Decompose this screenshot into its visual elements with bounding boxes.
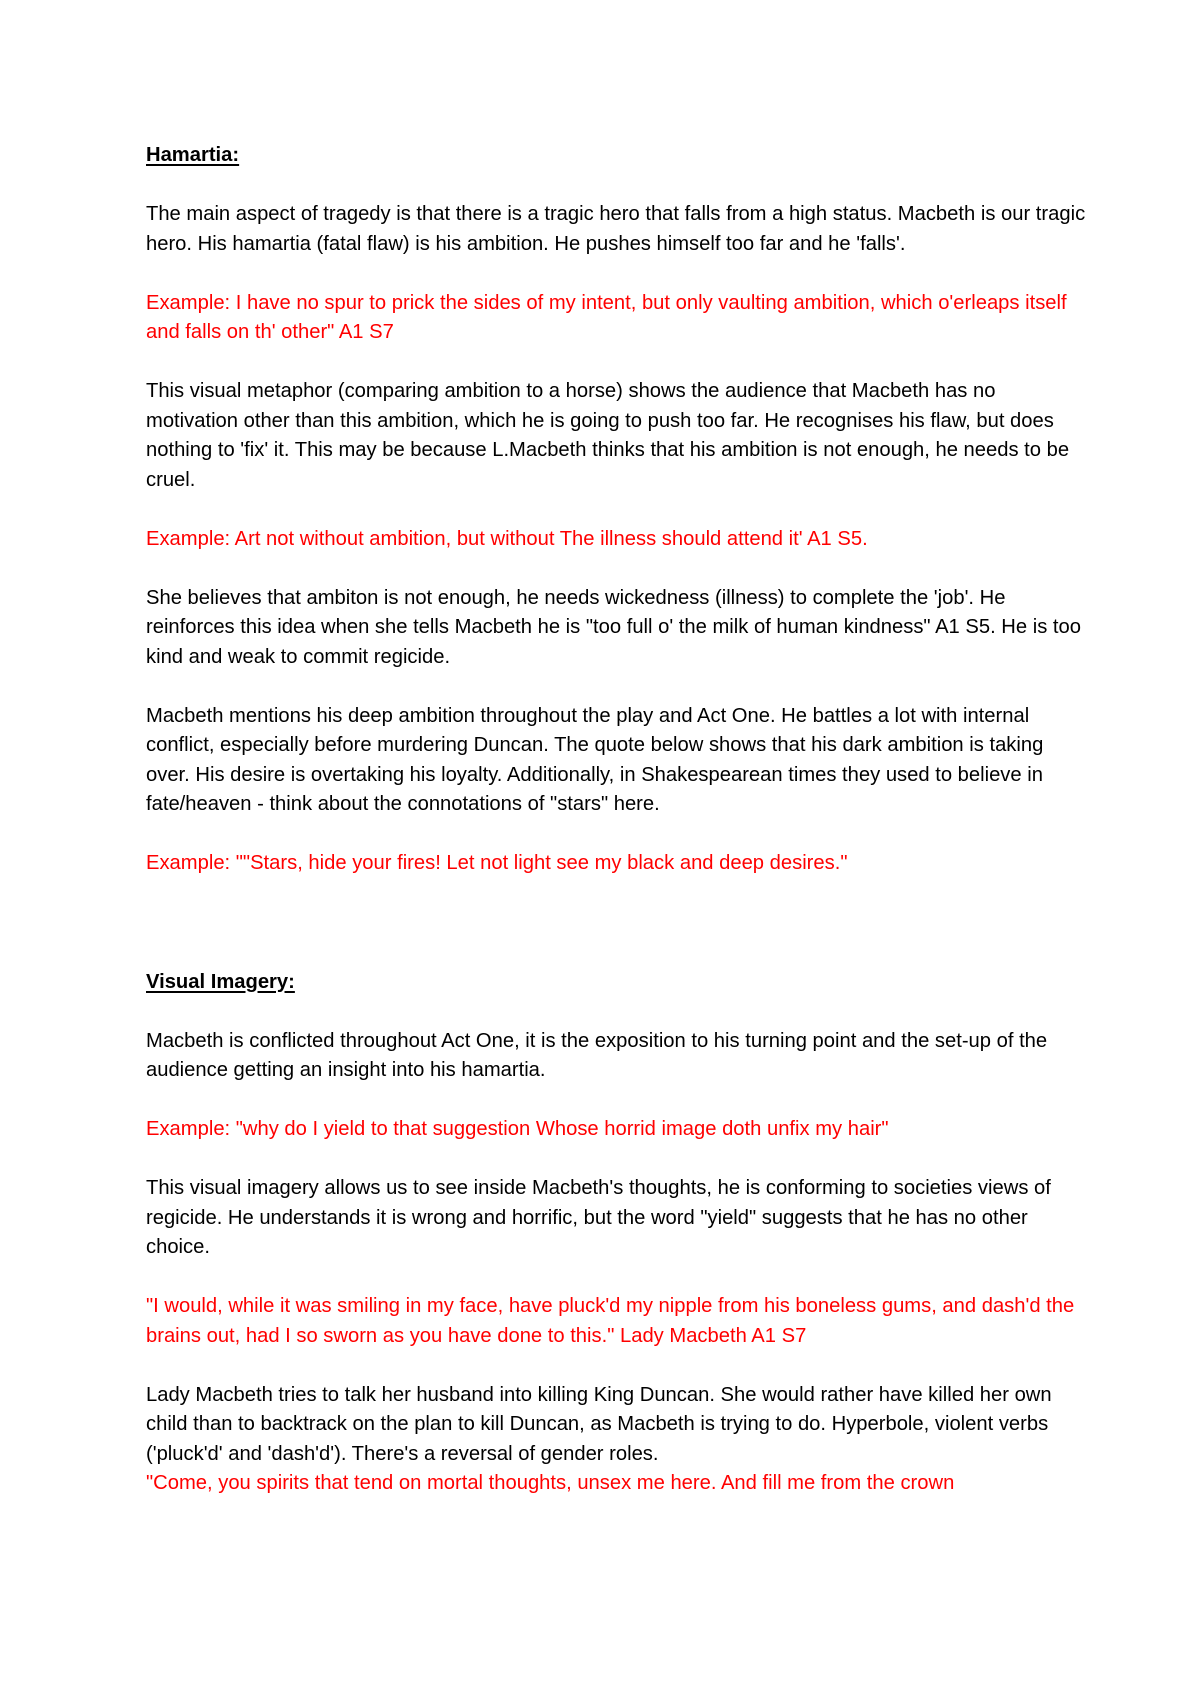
spacer [146, 1086, 1086, 1116]
spacer [146, 348, 1086, 378]
spacer [146, 672, 1086, 702]
spacer [146, 879, 1086, 968]
spacer [146, 820, 1086, 850]
spacer [146, 997, 1086, 1027]
spacer [146, 171, 1086, 201]
section-heading-visual-imagery: Visual Imagery: [146, 970, 295, 993]
spacer [146, 554, 1086, 584]
spacer [146, 1351, 1086, 1381]
spacer [146, 495, 1086, 525]
paragraph-lady-macbeth: Lady Macbeth tries to talk her husband into killing King Duncan. She would rather have killed her own child than to backtrack on the plan to kill Duncan, as Macbeth is trying to do. Hyperbole, violent verbs ('pluck'd' and 'dash'd'). There's a reversal of gender roles. [146, 1383, 1052, 1465]
paragraph-tragic-hero: The main aspect of tragedy is that there is a tragic hero that falls from a high status. Macbeth is our tragic hero. His hamartia (fatal flaw) is his ambition. He pushes himself too far and he 'falls'. [146, 203, 1086, 255]
example-quote-stars: Example: ""Stars, hide your fires! Let not light see my black and deep desires." [146, 852, 848, 874]
paragraph-wickedness: She believes that ambiton is not enough, he needs wickedness (illness) to complete the 'job'. He reinforces this idea when she tells Macbeth he is "too full o' the milk of human kindness" A1 S5. He is too kind and weak to commit regicide. [146, 586, 1081, 668]
quote-lady-macbeth-smiling: "I would, while it was smiling in my face, have pluck'd my nipple from his boneless gums, and dash'd the brains out, had I so sworn as you have done to this." Lady Macbeth A1 S7 [146, 1295, 1075, 1347]
spacer [146, 1263, 1086, 1293]
paragraph-deep-ambition: Macbeth mentions his deep ambition throughout the play and Act One. He battles a lot with internal conflict, especially before murdering Duncan. The quote below shows that his dark ambition is taking over. His desire is overtaking his loyalty. Additionally, in Shakespearean times they used to believe in fate/heaven - think about the connotations of "stars" here. [146, 704, 1044, 815]
document-body [146, 141, 1086, 1499]
example-quote-illness: Example: Art not without ambition, but without The illness should attend it' A1 S5. [146, 527, 868, 550]
section-heading-hamartia: Hamartia: [146, 144, 240, 166]
spacer [146, 259, 1086, 289]
example-quote-vaulting-ambition: Example: I have no spur to prick the sides of my intent, but only vaulting ambition, which o'erleaps itself and falls on th' other" A1 S7 [146, 291, 1067, 343]
example-quote-yield: Example: "why do I yield to that suggestion Whose horrid image doth unfix my hair" [146, 1118, 889, 1140]
paragraph-visual-imagery: This visual imagery allows us to see inside Macbeth's thoughts, he is conforming to societies views of regicide. He understands it is wrong and horrific, but the word "yield" suggests that he has no other choice. [146, 1177, 1051, 1258]
quote-come-you-spirits: "Come, you spirits that tend on mortal thoughts, unsex me here. And fill me from the crown [146, 1472, 955, 1494]
paragraph-conflicted: Macbeth is conflicted throughout Act One, it is the exposition to his turning point and the set-up of the audience getting an insight into his hamartia. [146, 1029, 1048, 1081]
paragraph-visual-metaphor: This visual metaphor (comparing ambition to a horse) shows the audience that Macbeth has no motivation other than this ambition, which he is going to push too far. He recognises his flaw, but does nothing to 'fix' it. This may be because L.Macbeth thinks that his ambition is not enough, he needs to be cruel. [146, 380, 1070, 491]
spacer [146, 1145, 1086, 1175]
